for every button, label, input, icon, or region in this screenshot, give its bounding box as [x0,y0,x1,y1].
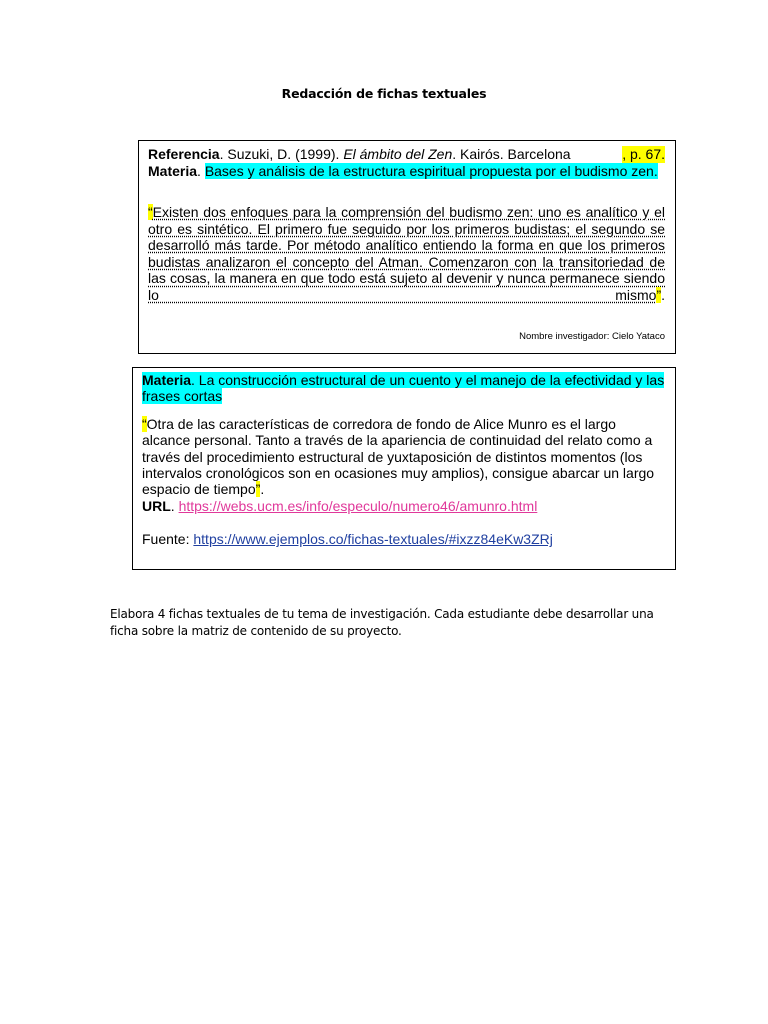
materia-line [148,163,665,180]
reference-book-title: El ámbito del Zen [343,146,453,162]
materia-line [142,372,665,405]
materia-label: Materia [142,372,192,388]
open-quote: “ [148,204,153,220]
reference-author: . Suzuki, D. (1999). [219,146,344,162]
page-title: Redacción de fichas textuales [281,86,487,101]
fuente-url-link[interactable]: https://www.ejemplos.co/fichas-textuales/#ixzz84eKw3ZRj [193,531,553,548]
quote-paragraph [142,416,665,498]
instructions-paragraph: Elabora 4 fichas textuales de tu tema de investigación. Cada estudiante debe desarrollar una ficha sobre la matriz de contenido de su proyecto. [110,607,654,638]
reference-line [148,146,665,163]
materia-separator: . [197,163,205,179]
ficha-textual-1 [138,140,676,354]
quote-paragraph [148,204,665,304]
reference-publisher: . Kairós. Barcelona [452,146,571,162]
quote-text: Otra de las características de corredora de fondo de Alice Munro es el largo alcance personal. Tanto a través de la apariencia de continuidad del relato como a través del procedimiento estructural de yuxtaposición de distintos momentos (los intervalos cronológicos son en ocasiones muy amplios), consigue abarcar un largo espacio de tiempo [142,415,655,498]
quote-text: Existen dos enfoques para la comprensión del budismo zen: uno es analítico y el otro es sintético. El primero fue seguido por los primeros budistas; el segundo se desarrolló más tarde. Por método analítico entiendo la forma en que los primeros budistas analizaron el concepto del Atman. Comenzaron con la transitoriedad de las cosas, la manera en que todo está sujeto al devenir y nunca permanece siendo lo mismo [148,204,665,303]
researcher-signature: Nombre investigador: Cielo Yataco [519,331,665,342]
quote-end-period: . [661,286,665,303]
close-quote: ” [656,286,662,303]
reference-page: , p. 67. [622,146,665,162]
open-quote: “ [142,415,147,432]
materia-label: Materia [148,163,198,179]
url-separator: . [170,497,179,514]
fuente-line [142,531,665,547]
source-url-link[interactable]: https://webs.ucm.es/info/especulo/numero46/amunro.html [178,497,538,514]
reference-label: Referencia [148,146,220,162]
quote-end-period: . [260,481,265,498]
fuente-label: Fuente: [142,531,194,548]
materia-text: . La construcción estructural de un cuento y el manejo de la efectividad y las frases cortas [142,372,665,405]
url-label: URL [142,497,171,514]
materia-text: Bases y análisis de la estructura espiritual propuesta por el budismo zen. [204,163,658,179]
close-quote: ” [255,481,261,498]
ficha-textual-2 [132,367,676,570]
url-line [142,498,665,514]
